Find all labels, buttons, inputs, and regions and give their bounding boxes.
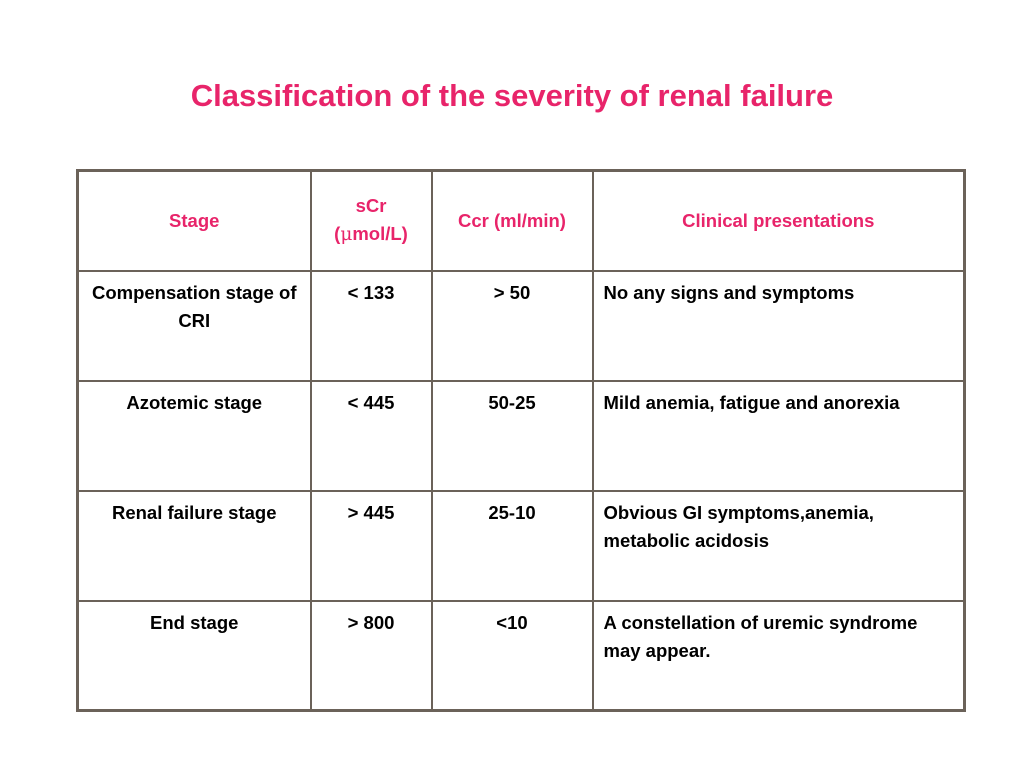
cell-stage: Azotemic stage <box>78 381 311 491</box>
header-ccr: Ccr (ml/min) <box>432 171 593 271</box>
cell-stage: Compensation stage of CRI <box>78 271 311 381</box>
cell-clinical: No any signs and symptoms <box>593 271 965 381</box>
severity-table <box>76 169 966 712</box>
cell-scr: < 445 <box>311 381 432 491</box>
table-row <box>78 271 965 381</box>
cell-clinical: Mild anemia, fatigue and anorexia <box>593 381 965 491</box>
header-scr-unit-rest: mol/L) <box>352 223 408 245</box>
cell-scr: < 133 <box>311 271 432 381</box>
cell-scr: > 445 <box>311 491 432 601</box>
table-row <box>78 491 965 601</box>
cell-ccr: > 50 <box>432 271 593 381</box>
header-clinical: Clinical presentations <box>593 171 965 271</box>
header-scr-unit <box>312 220 431 249</box>
header-scr-mu: μ <box>340 224 353 246</box>
table-row <box>78 601 965 711</box>
cell-ccr: 25-10 <box>432 491 593 601</box>
slide-title: Classification of the severity of renal failure <box>190 78 834 113</box>
cell-clinical: A constellation of uremic syndrome may appear. <box>593 601 965 711</box>
header-stage: Stage <box>78 171 311 271</box>
cell-clinical: Obvious GI symptoms,anemia, metabolic acidosis <box>593 491 965 601</box>
table-header-row <box>78 171 965 271</box>
table-row <box>78 381 965 491</box>
cell-scr: > 800 <box>311 601 432 711</box>
header-scr-label: sCr <box>355 195 387 217</box>
cell-ccr: <10 <box>432 601 593 711</box>
cell-stage: End stage <box>78 601 311 711</box>
cell-stage: Renal failure stage <box>78 491 311 601</box>
cell-ccr: 50-25 <box>432 381 593 491</box>
header-scr <box>311 171 432 271</box>
header-scr-open-paren: ( <box>334 223 341 245</box>
